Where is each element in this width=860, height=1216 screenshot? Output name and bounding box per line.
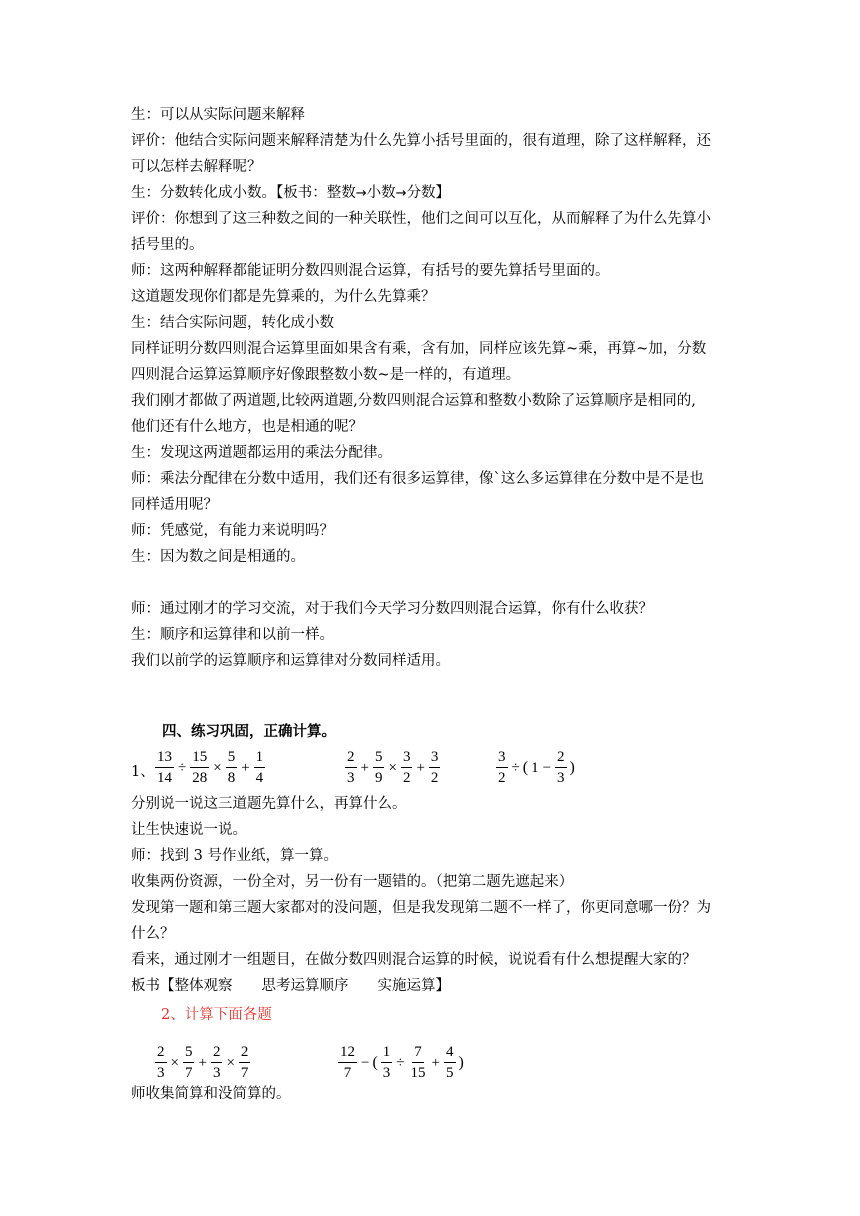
text-line: 生：结合实际问题，转化成小数 xyxy=(131,315,334,331)
fraction: $\frac{5}{9}$ xyxy=(374,749,383,786)
math-expression-1 xyxy=(153,748,267,787)
section-heading: 四、练习巩固，正确计算。 xyxy=(162,723,336,740)
fraction: $\frac{1}{4}$ xyxy=(255,749,264,786)
fraction: $\frac{3}{2}$ xyxy=(430,749,439,786)
operator: + xyxy=(431,1054,440,1071)
fraction: $\frac{15}{28}$ xyxy=(192,749,208,786)
fraction: $\frac{5}{7}$ xyxy=(184,1044,193,1081)
text-line: 师：这两种解释都能证明分数四则混合运算，有括号的要先算括号里面的。 xyxy=(131,263,610,279)
right-arrow-icon: → xyxy=(395,186,407,201)
text-line: 同样证明分数四则混合运算里面如果含有乘，含有加，同样应该先算~乘，再算~加，分数 xyxy=(131,341,707,357)
text-line: 这道题发现你们都是先算乘的，为什么先算乘？ xyxy=(131,289,436,305)
math-expression-2 xyxy=(343,748,442,787)
operator: − xyxy=(542,759,552,776)
right-paren: ) xyxy=(569,758,575,776)
fraction: $\frac{12}{7}$ xyxy=(340,1044,355,1081)
text-line: 生：因为数之间是相通的。 xyxy=(131,549,305,565)
operator: + xyxy=(198,1054,207,1071)
fraction: $\frac{5}{8}$ xyxy=(227,749,236,786)
operator: ÷ xyxy=(396,1054,405,1071)
fraction: $\frac{1}{3}$ xyxy=(382,1044,391,1081)
text-line: 师收集简算和没简算的。 xyxy=(131,1086,291,1102)
fraction: $\frac{2}{3}$ xyxy=(557,749,565,786)
fraction: $\frac{7}{15}$ xyxy=(410,1044,426,1081)
fraction: $\frac{2}{3}$ xyxy=(347,749,355,786)
text-line: 看来，通过刚才一组题目，在做分数四则混合运算的时候，说说看有什么想提醒大家的？ xyxy=(131,952,697,968)
text-line: 让生快速说一说。 xyxy=(131,822,247,838)
math-expression-3 xyxy=(494,748,576,787)
text-line: 我们刚才都做了两道题,比较两道题,分数四则混合运算和整数小数除了运算顺序是相同的, xyxy=(131,393,696,409)
text-line: 生：顺序和运算律和以前一样。 xyxy=(131,627,334,643)
fraction: $\frac{2}{3}$ xyxy=(157,1044,165,1081)
operator: + xyxy=(416,759,425,776)
text-line: 收集两份资源，一份全对，另一份有一题错的。（把第二题先遮起来） xyxy=(131,874,574,890)
fraction: $\frac{2}{7}$ xyxy=(240,1044,249,1081)
fraction: $\frac{4}{5}$ xyxy=(446,1044,454,1081)
text-segment: 分数】 xyxy=(406,185,451,201)
fraction: $\frac{2}{3}$ xyxy=(212,1044,221,1081)
math-expression-5 xyxy=(336,1043,465,1082)
operator: ÷ xyxy=(511,759,520,776)
text-segment: 小数 xyxy=(366,185,396,201)
operator: × xyxy=(388,759,397,776)
operator: ÷ xyxy=(178,759,187,776)
text-line: 师：找到 3 号作业纸，算一算。 xyxy=(131,848,338,864)
section-heading: 2、计算下面各题 xyxy=(161,1007,272,1023)
operator: × xyxy=(170,1054,179,1071)
text-line: 括号里的。 xyxy=(131,237,204,253)
text-line: 发现第一题和第三题大家都对的没问题，但是我发现第二题不一样了，你更同意哪一份？为 xyxy=(131,900,711,916)
text-segment: 生：分数转化成小数。【板书：整数 xyxy=(131,185,356,201)
text-line xyxy=(131,183,450,204)
text-line: 生：可以从实际问题来解释 xyxy=(131,107,305,123)
text-line: 板书【整体观察 思考运算顺序 实施运算】 xyxy=(131,978,450,994)
operator: + xyxy=(360,759,369,776)
text-line: 可以怎样去解释呢？ xyxy=(131,159,262,175)
text-line: 什么？ xyxy=(131,926,175,942)
text-line: 师：乘法分配律在分数中适用，我们还有很多运算律，像`这么多运算律在分数中是不是也 xyxy=(131,471,704,487)
text-line: 评价：他结合实际问题来解释清楚为什么先算小括号里面的，很有道理，除了这样解释，还 xyxy=(131,133,711,149)
text-line: 师：凭感觉，有能力来说明吗？ xyxy=(131,523,334,539)
item-label: 1、 xyxy=(131,764,155,780)
text-line: 生：发现这两道题都运用的乘法分配律。 xyxy=(131,445,392,461)
text-line: 师：通过刚才的学习交流，对于我们今天学习分数四则混合运算，你有什么收获？ xyxy=(131,601,653,617)
text-line: 我们以前学的运算顺序和运算律对分数同样适用。 xyxy=(131,653,450,669)
left-paren: ( xyxy=(522,758,529,776)
fraction: $\frac{3}{2}$ xyxy=(402,749,411,786)
text-line: 同样适用呢？ xyxy=(131,497,218,513)
text-line: 评价：你想到了这三种数之间的一种关联性，他们之间可以互化，从而解释了为什么先算小 xyxy=(131,211,711,227)
operator: × xyxy=(213,759,222,776)
fraction: $\frac{13}{14}$ xyxy=(157,749,172,786)
text-line: 四则混合运算运算顺序好像跟整数小数~是一样的，有道理。 xyxy=(131,367,521,383)
fraction: $\frac{3}{2}$ xyxy=(498,749,506,786)
right-arrow-icon: → xyxy=(355,186,367,201)
operator: − xyxy=(361,1054,370,1071)
operator: × xyxy=(226,1054,235,1071)
operator: + xyxy=(241,759,250,776)
text-line: 分别说一说这三道题先算什么，再算什么。 xyxy=(131,796,407,812)
text-line: 他们还有什么地方，也是相通的呢？ xyxy=(131,419,363,435)
right-paren: ) xyxy=(458,1053,464,1071)
left-paren: ( xyxy=(372,1053,378,1071)
math-expression-4 xyxy=(153,1043,252,1082)
number: 1 xyxy=(531,759,539,776)
